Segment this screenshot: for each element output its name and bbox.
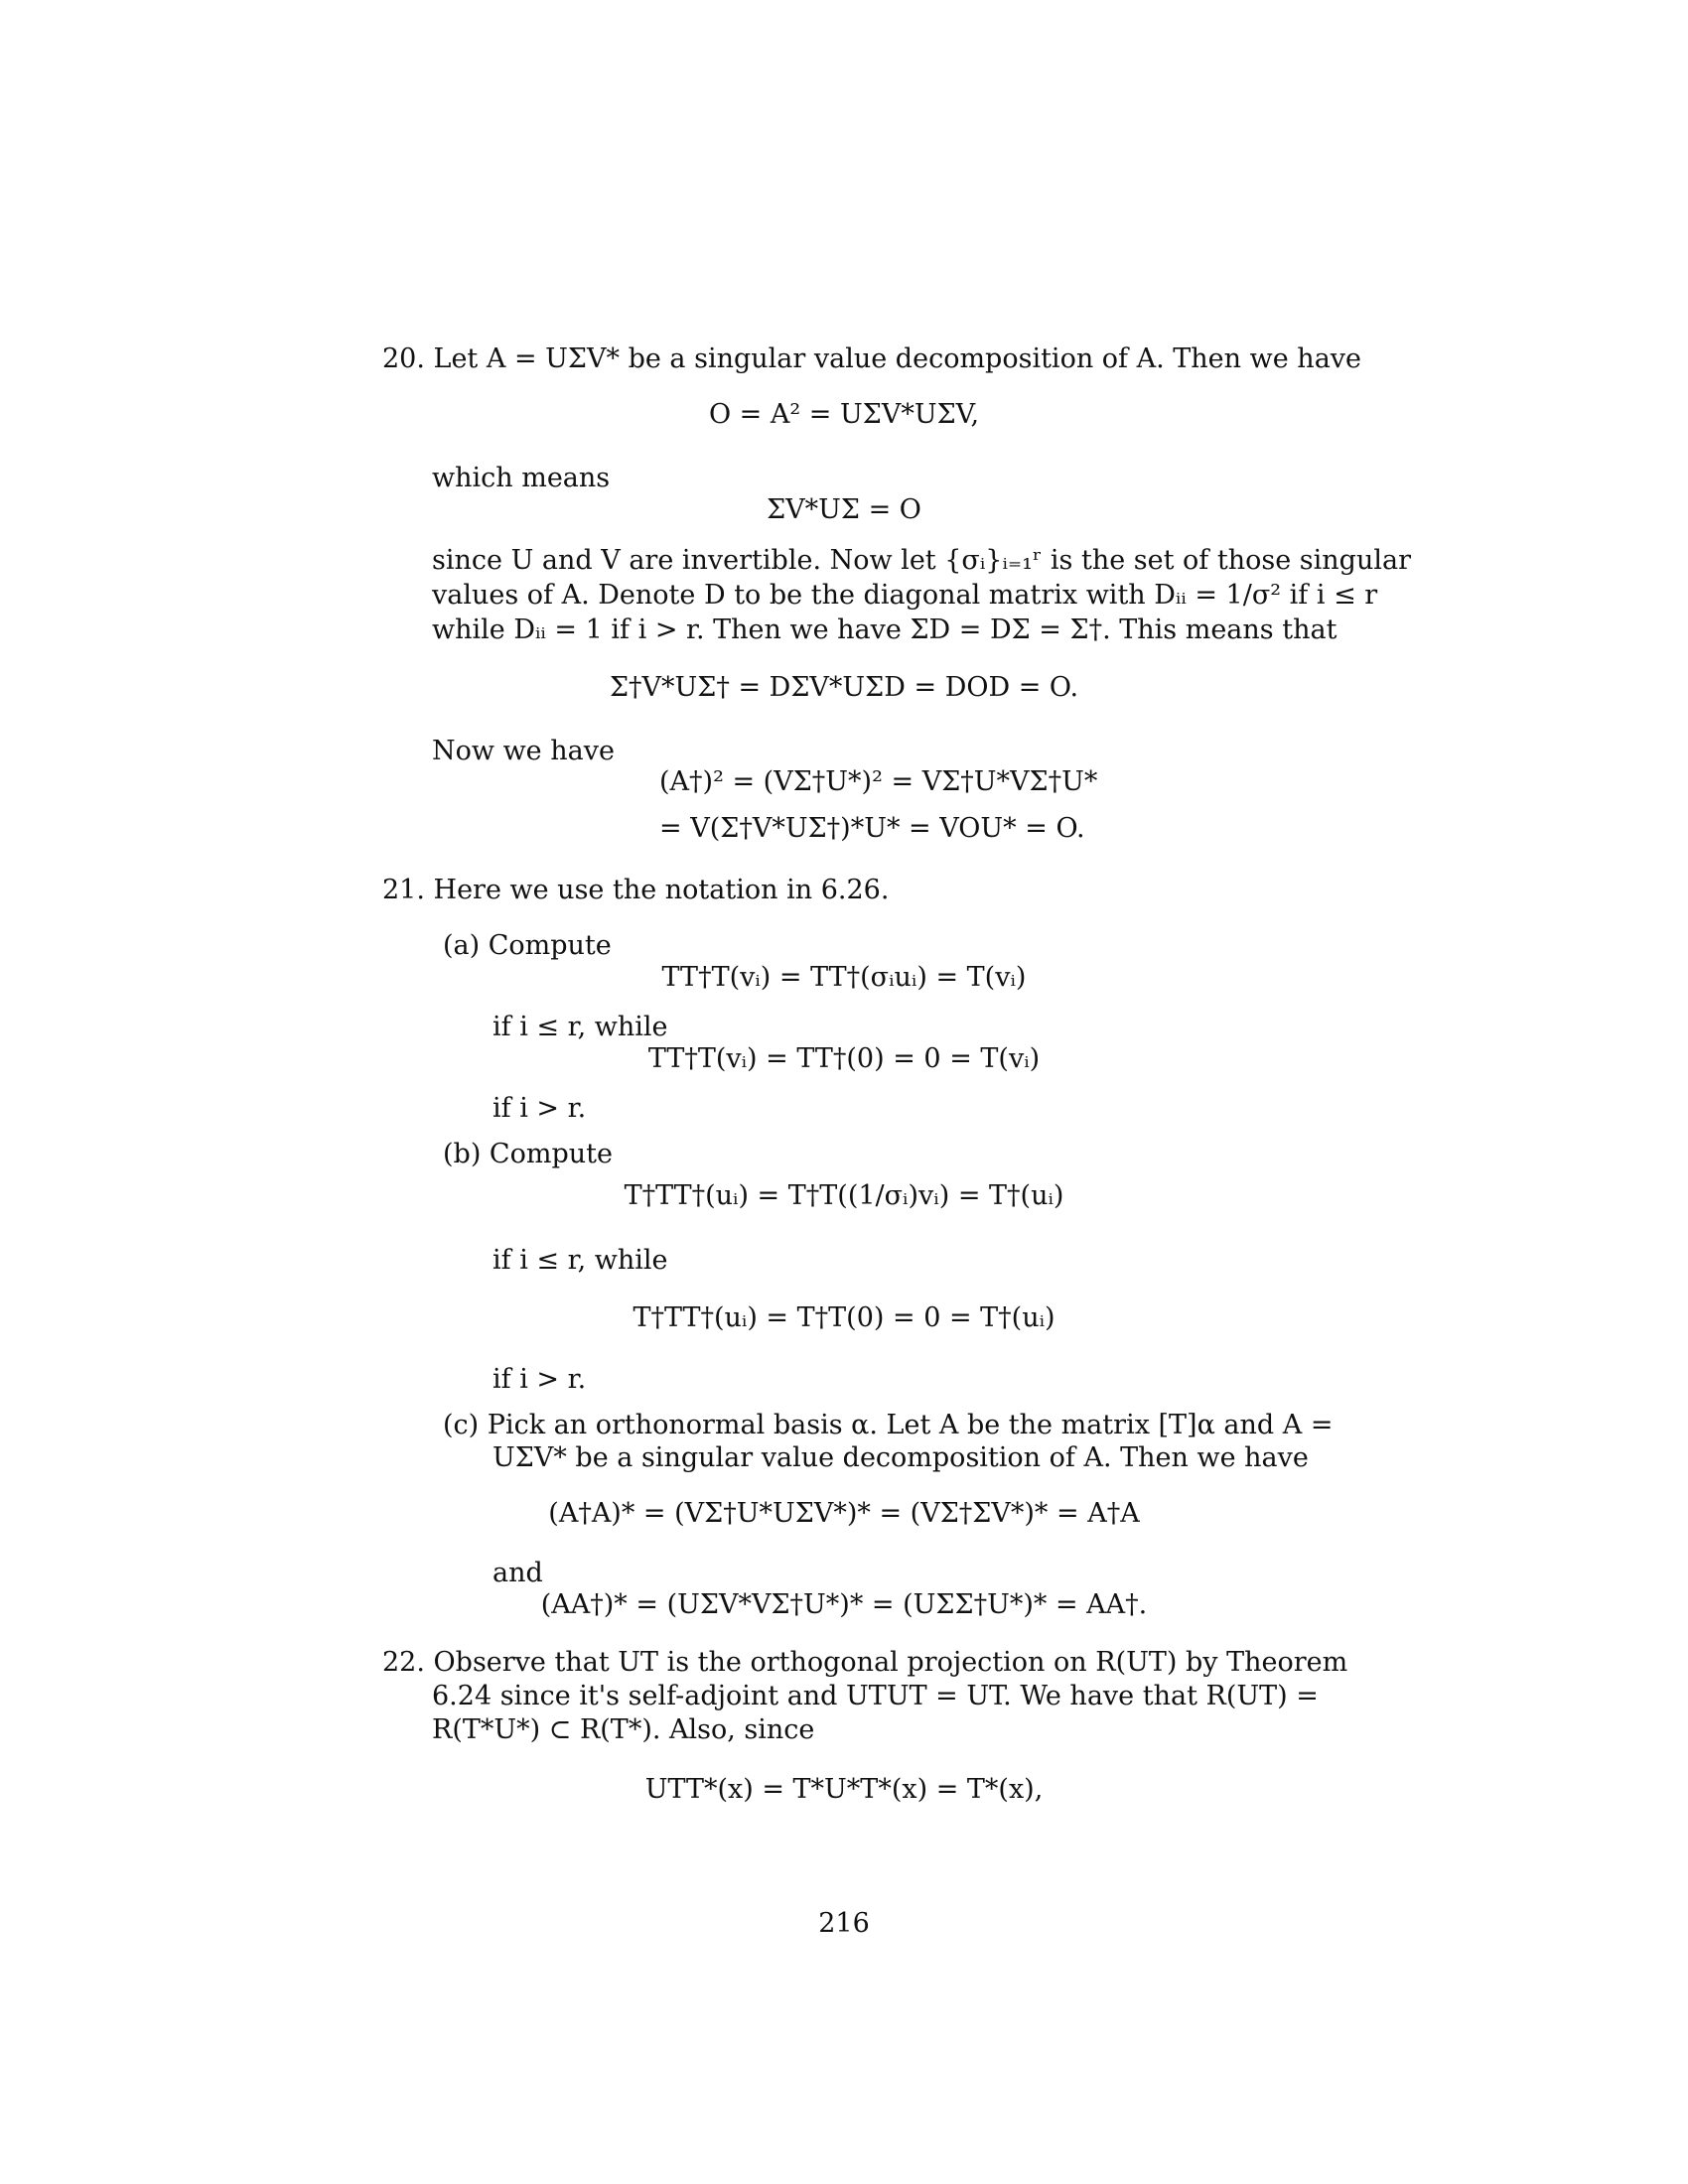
equation-sigma-v-u-sigma: ΣV*UΣ = O bbox=[767, 494, 921, 525]
problem-21b-label: (b) Compute bbox=[443, 1139, 613, 1169]
problem-22-line-1: 22. Observe that UT is the orthogonal projection on R(UT) by Theorem bbox=[382, 1647, 1348, 1678]
problem-20-paragraph-line-2: values of A. Denote D to be the diagonal matrix with Dᵢᵢ = 1/σ² if i ≤ r bbox=[432, 580, 1378, 611]
text-which-means: which means bbox=[432, 463, 611, 493]
equation-o-equals-a-squared: O = A² = UΣV*UΣV, bbox=[708, 399, 980, 430]
page-number: 216 bbox=[818, 1908, 870, 1939]
problem-21c-line-2: UΣV* be a singular value decomposition of A. Then we have bbox=[492, 1442, 1309, 1473]
problem-22-line-2: 6.24 since it's self-adjoint and UTUT = UT. We have that R(UT) = bbox=[432, 1681, 1319, 1711]
equation-a-dagger-squared-continued: = V(Σ†V*UΣ†)*U* = VOU* = O. bbox=[659, 813, 1085, 844]
equation-21b-first: T†TT†(uᵢ) = T†T((1/σᵢ)vᵢ) = T†(uᵢ) bbox=[624, 1180, 1064, 1211]
text-21b-if-gt-r: if i > r. bbox=[492, 1364, 587, 1395]
equation-21c-second: (AA†)* = (UΣV*VΣ†U*)* = (UΣΣ†U*)* = AA†. bbox=[540, 1589, 1148, 1620]
equation-22: UTT*(x) = T*U*T*(x) = T*(x), bbox=[644, 1774, 1044, 1805]
problem-21a-label: (a) Compute bbox=[443, 930, 612, 961]
equation-sigma-dagger: Σ†V*UΣ† = DΣV*UΣD = DOD = O. bbox=[609, 672, 1079, 703]
problem-22-line-3: R(T*U*) ⊂ R(T*). Also, since bbox=[432, 1714, 815, 1745]
text-21a-if-le-r: if i ≤ r, while bbox=[492, 1012, 668, 1042]
problem-21c-line-1: (c) Pick an orthonormal basis α. Let A be the matrix [T]α and A = bbox=[443, 1410, 1334, 1440]
text-21a-if-gt-r: if i > r. bbox=[492, 1093, 587, 1124]
equation-21a-first: TT†T(vᵢ) = TT†(σᵢuᵢ) = T(vᵢ) bbox=[661, 962, 1027, 993]
equation-21a-second: TT†T(vᵢ) = TT†(0) = 0 = T(vᵢ) bbox=[647, 1043, 1041, 1074]
problem-20-paragraph-line-1: since U and V are invertible. Now let {σᵢ}ᵢ₌₁ʳ is the set of those singular bbox=[432, 545, 1411, 576]
problem-21-intro: 21. Here we use the notation in 6.26. bbox=[382, 875, 890, 905]
problem-20-paragraph-line-3: while Dᵢᵢ = 1 if i > r. Then we have ΣD = DΣ = Σ†. This means that bbox=[432, 614, 1337, 645]
equation-a-dagger-squared: (A†)² = (VΣ†U*)² = VΣ†U*VΣ†U* bbox=[659, 766, 1098, 797]
text-21c-and: and bbox=[492, 1558, 543, 1588]
equation-21b-second: T†TT†(uᵢ) = T†T(0) = 0 = T†(uᵢ) bbox=[633, 1302, 1055, 1333]
text-21b-if-le-r: if i ≤ r, while bbox=[492, 1245, 668, 1276]
text-now-we-have: Now we have bbox=[432, 736, 615, 766]
equation-21c-first: (A†A)* = (VΣ†U*UΣV*)* = (VΣ†ΣV*)* = A†A bbox=[548, 1498, 1140, 1529]
problem-20-statement: 20. Let A = UΣV* be a singular value decomposition of A. Then we have bbox=[382, 343, 1362, 374]
